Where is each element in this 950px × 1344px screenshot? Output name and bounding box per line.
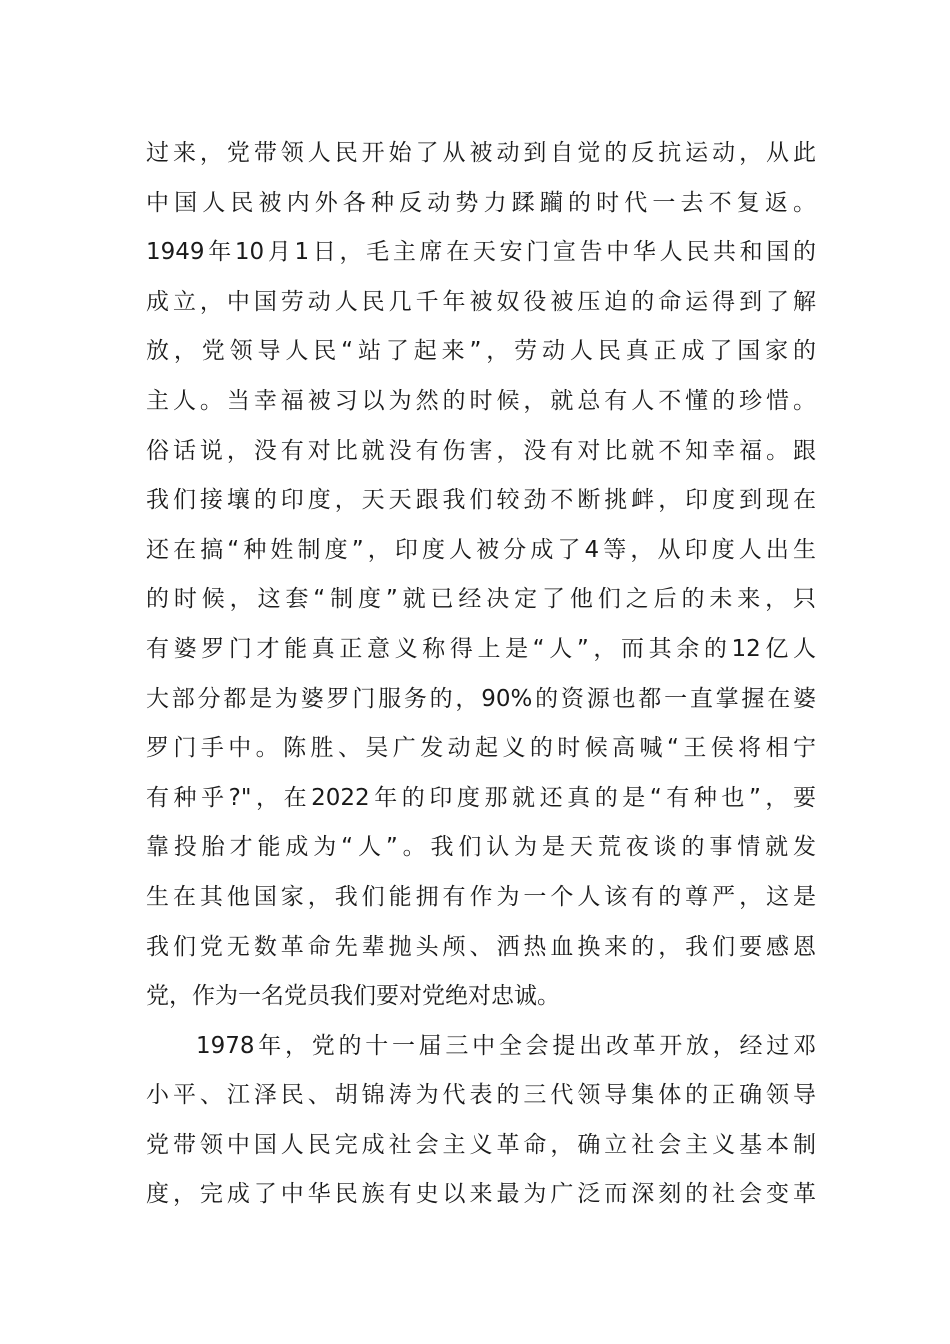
text-line: 1949年10月1日，毛主席在天安门宣告中华人民共和国的	[146, 239, 816, 266]
text-line: 的时候，这套“制度”就已经决定了他们之后的未来，只	[146, 586, 816, 613]
text-line: 我们接壤的印度，天天跟我们较劲不断挑衅，印度到现在	[146, 487, 816, 514]
text-line: 中国人民被内外各种反动势力蹂躏的时代一去不复返。	[146, 189, 816, 216]
body-text	[146, 129, 816, 1220]
text-line: 成立，中国劳动人民几千年被奴役被压迫的命运得到了解	[146, 288, 816, 315]
text-line: 靠投胎才能成为“人”。我们认为是天荒夜谈的事情就发	[146, 834, 816, 861]
text-line: 有种乎?"，在2022年的印度那就还真的是“有种也”，要	[146, 784, 816, 811]
text-line: 过来，党带领人民开始了从被动到自觉的反抗运动，从此	[146, 140, 816, 166]
paragraph-first-line: 1978年，党的十一届三中全会提出改革开放，经过邓	[196, 1032, 816, 1059]
text-line: 党带领中国人民完成社会主义革命，确立社会主义基本制	[146, 1131, 816, 1158]
paragraph-end-line: 党，作为一名党员我们要对党绝对忠诚。	[146, 983, 560, 1010]
text-line: 生在其他国家，我们能拥有作为一个人该有的尊严，这是	[146, 883, 816, 910]
text-line: 小平、江泽民、胡锦涛为代表的三代领导集体的正确领导	[146, 1082, 816, 1109]
text-line: 我们党无数革命先辈抛头颅、洒热血换来的，我们要感恩	[146, 933, 816, 960]
text-line: 有婆罗门才能真正意义称得上是“人”，而其余的12亿人	[146, 635, 816, 662]
text-line: 度，完成了中华民族有史以来最为广泛而深刻的社会变革	[146, 1181, 816, 1208]
text-line: 俗话说，没有对比就没有伤害，没有对比就不知幸福。跟	[146, 437, 816, 464]
text-line: 还在搞“种姓制度”，印度人被分成了4等，从印度人出生	[146, 536, 816, 563]
text-line: 罗门手中。陈胜、吴广发动起义的时候高喊“王侯将相宁	[146, 735, 816, 762]
text-line: 放，党领导人民“站了起来”，劳动人民真正成了国家的	[146, 338, 816, 365]
text-line: 主人。当幸福被习以为然的时候，就总有人不懂的珍惜。	[146, 387, 816, 414]
text-line: 大部分都是为婆罗门服务的，90%的资源也都一直掌握在婆	[146, 685, 816, 712]
